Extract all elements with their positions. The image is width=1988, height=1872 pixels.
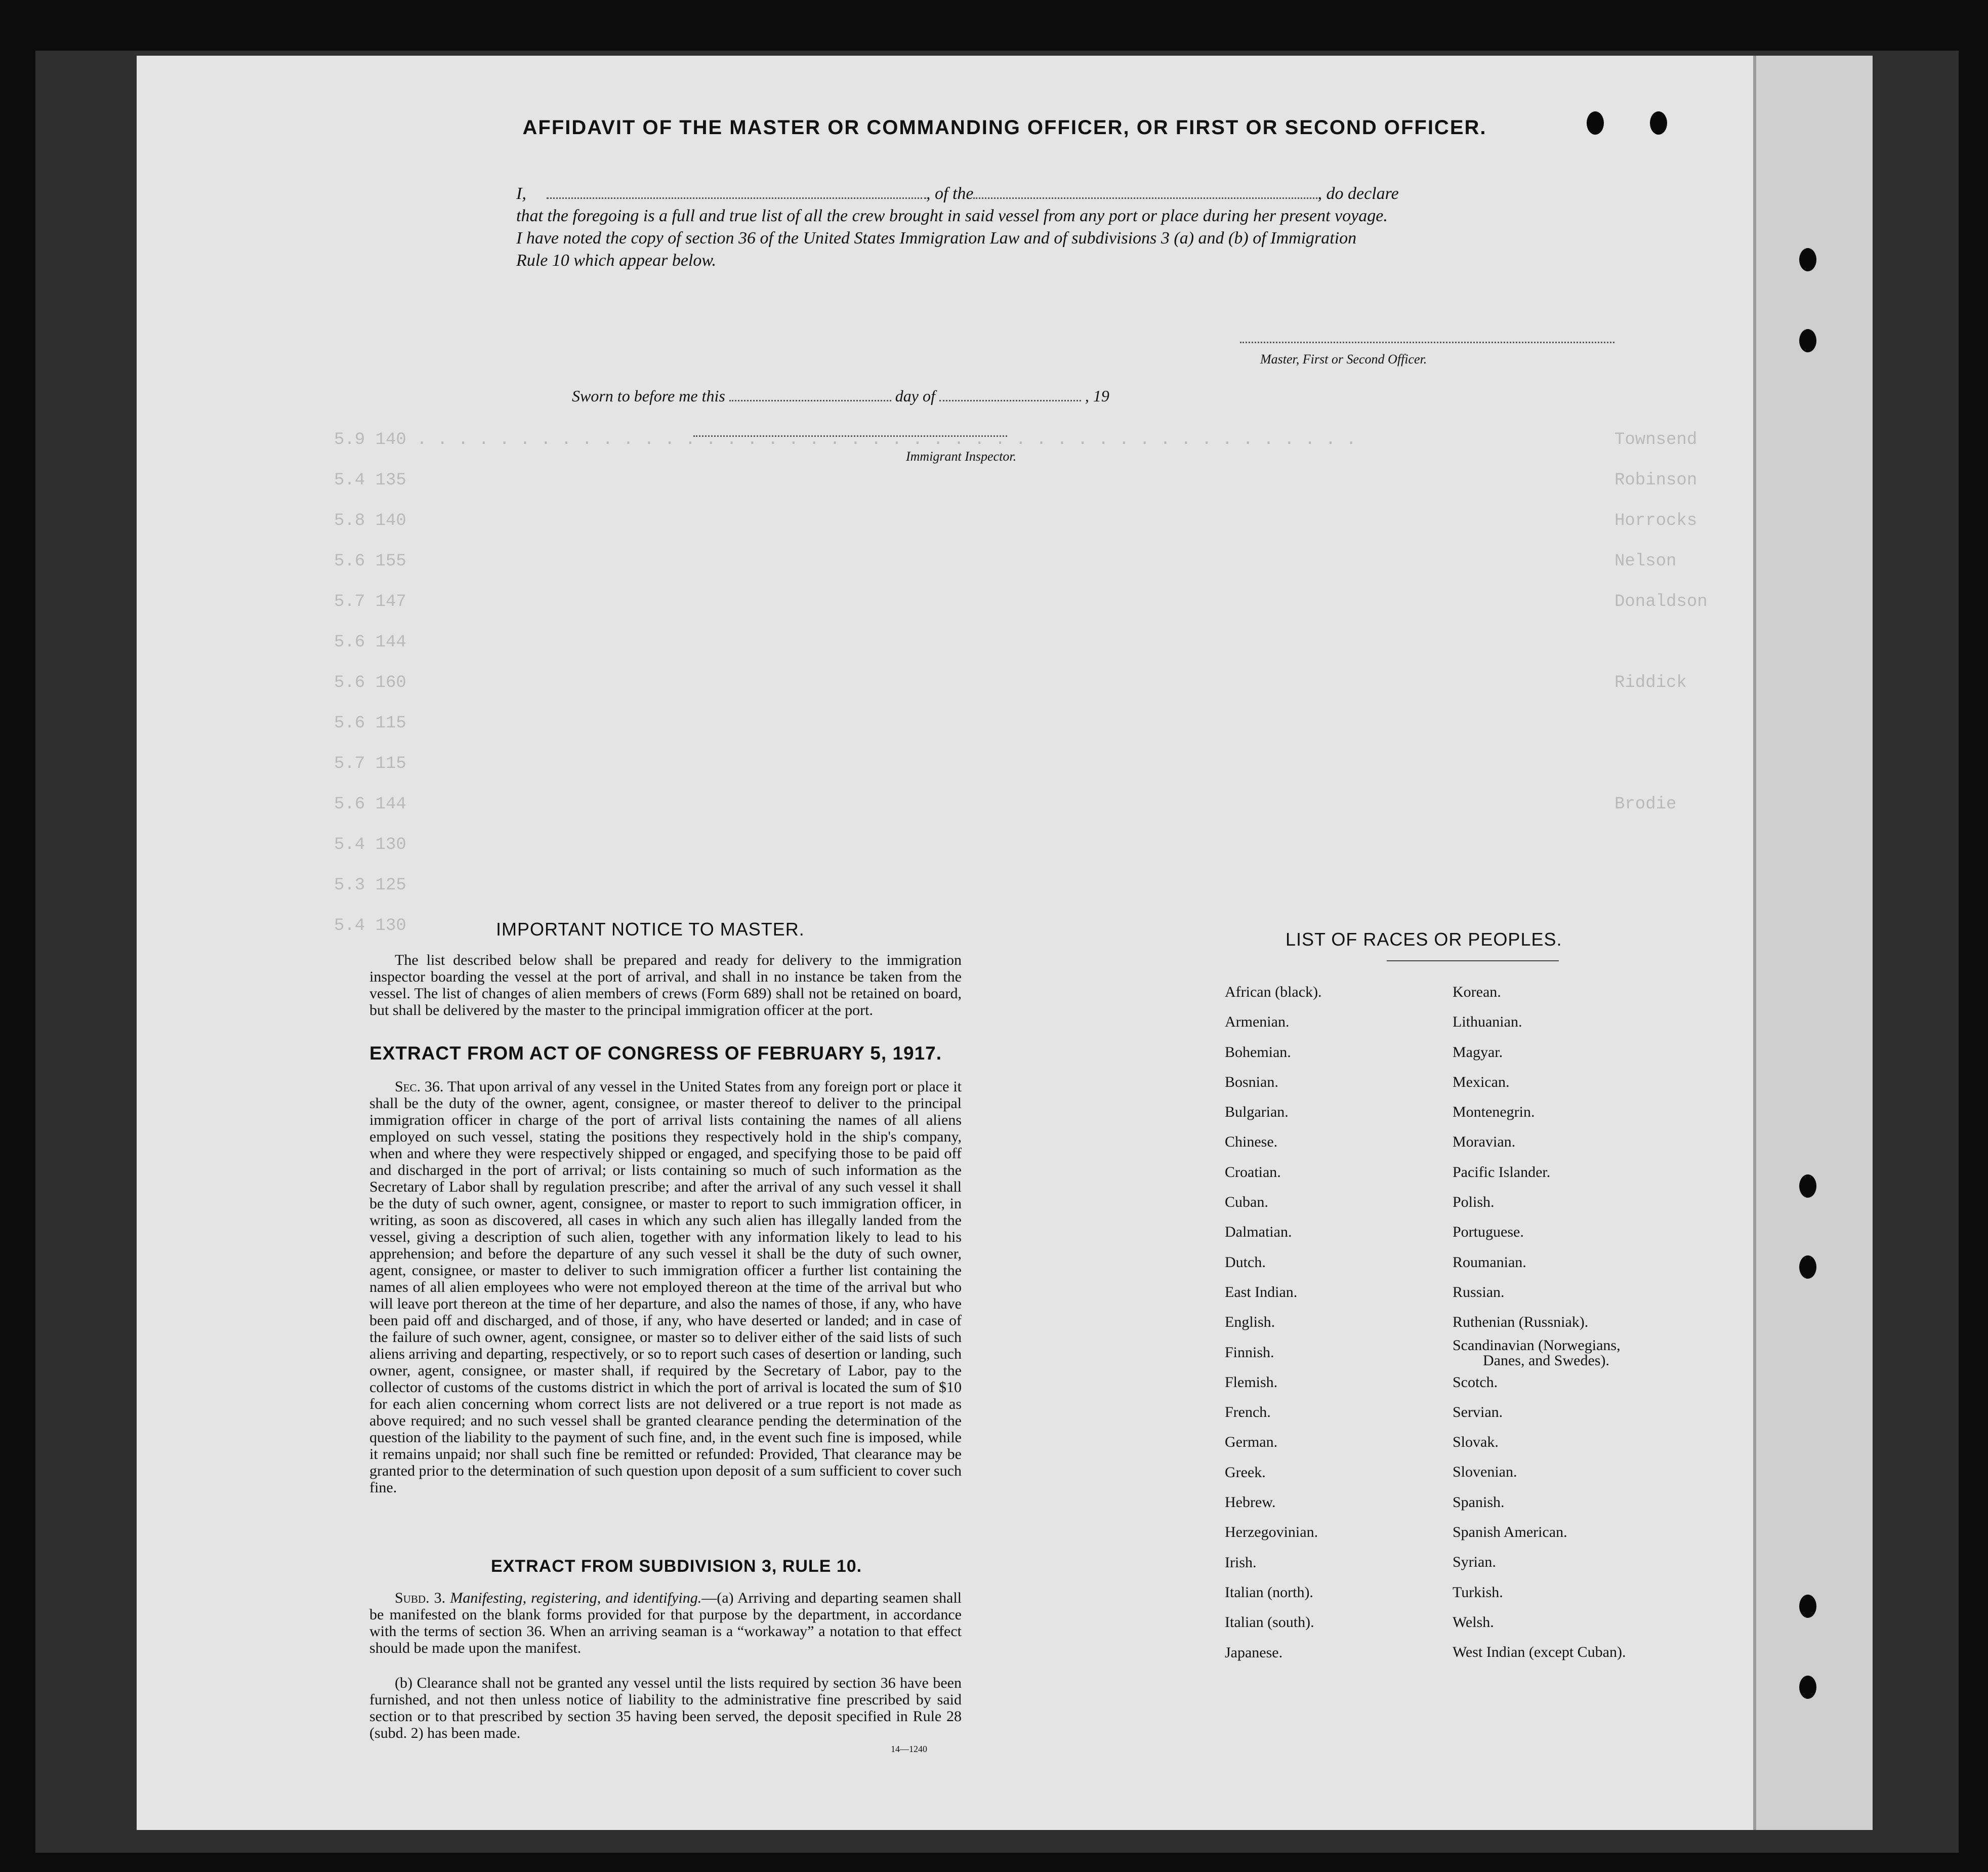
- master-name-field[interactable]: [547, 182, 926, 199]
- rule-heading: EXTRACT FROM SUBDIVISION 3, RULE 10.: [491, 1557, 862, 1576]
- inspector-signature-line[interactable]: [693, 435, 1007, 437]
- race-item: Polish.: [1453, 1194, 1495, 1211]
- race-item: Scotch.: [1453, 1373, 1498, 1391]
- race-item: English.: [1225, 1314, 1275, 1331]
- races-heading: LIST OF RACES OR PEOPLES.: [1286, 929, 1562, 950]
- punch-hole: [1799, 248, 1816, 271]
- race-item: Bulgarian.: [1225, 1104, 1289, 1121]
- race-item: Italian (south).: [1225, 1614, 1314, 1631]
- declaration-of-the: , of the: [926, 184, 974, 203]
- race-item: East Indian.: [1225, 1283, 1298, 1300]
- sworn-day-field[interactable]: [729, 385, 891, 401]
- race-item: West Indian (except Cuban).: [1453, 1644, 1626, 1661]
- declaration-i: I,: [516, 184, 526, 203]
- inspector-label: Immigrant Inspector.: [906, 449, 1017, 464]
- race-item: Japanese.: [1225, 1644, 1283, 1661]
- race-item: Welsh.: [1453, 1613, 1494, 1631]
- race-item: Finnish.: [1225, 1344, 1274, 1361]
- race-item: Chinese.: [1225, 1133, 1278, 1151]
- race-item: Hebrew.: [1225, 1494, 1276, 1511]
- race-item: Armenian.: [1225, 1013, 1290, 1031]
- punch-hole: [1799, 1255, 1816, 1279]
- race-item: Magyar.: [1453, 1043, 1503, 1061]
- race-item: Ruthenian (Russniak).: [1453, 1314, 1589, 1331]
- races-left-column: [1225, 977, 1322, 1667]
- race-item: Korean.: [1453, 984, 1501, 1000]
- vessel-name-field[interactable]: [973, 182, 1317, 199]
- race-item: Slovak.: [1453, 1434, 1499, 1451]
- race-item: Dutch.: [1225, 1253, 1266, 1271]
- race-item: Spanish.: [1453, 1493, 1505, 1511]
- punch-hole: [1799, 329, 1816, 352]
- rule-subd-label: Subd. 3.: [395, 1590, 446, 1606]
- race-item: Bosnian.: [1225, 1073, 1278, 1090]
- race-item: Flemish.: [1225, 1373, 1278, 1391]
- declaration-line: Rule 10 which appear below.: [516, 251, 717, 270]
- declaration-do-declare: , do declare: [1317, 184, 1399, 203]
- race-item: Scandinavian (Norwegians,: [1453, 1336, 1621, 1354]
- race-item: Irish.: [1225, 1554, 1257, 1571]
- master-signature-line[interactable]: [1240, 342, 1614, 343]
- races-heading-rule: [1387, 960, 1559, 961]
- year-text: , 19: [1085, 387, 1109, 405]
- race-item: Syrian.: [1453, 1554, 1496, 1571]
- races-right-column: [1453, 977, 1626, 1667]
- race-item: Pacific Islander.: [1453, 1163, 1551, 1181]
- race-item: Dalmatian.: [1225, 1224, 1292, 1241]
- race-item: Cuban.: [1225, 1194, 1268, 1211]
- punch-hole: [1799, 1595, 1816, 1618]
- race-item: Spanish American.: [1453, 1524, 1567, 1541]
- race-item: Montenegrin.: [1453, 1104, 1535, 1121]
- form-number: 14—1240: [891, 1744, 927, 1754]
- document-page: 5.9 140 . . . . . . . . . . . . . . . . . . . . . . . . . . . . . . . . . . . . . . . . . . . . . . 5.4 135 5.8 140 5.6 155 5.7 147 5.6 144 5.6 160 5.6 115 5.7 115 5.6 144 5.4 130 5.3 125 5.4 130 Townsend Robinson Horrocks Nelson Donaldson Riddick Brodie AFFIDAVIT OF THE MASTER OR COMMANDING OFFICER, OR FIRST OR SECOND OFFICER. I, , of the , do declare that the foregoing is a full and true list of all the crew brought in said vessel from any port or place during her present voyage. I have noted the copy of section 36 of the United States Immigration Law and of subdivisions 3 (a) and (b) of Immigration Rule 10 which appear below. Master, First or Second Officer. Sworn to before me this day of , 19 Immigrant Inspector. IMPORTANT NOTICE TO MASTER. The list described below shall be prepared and ready for delivery to the immigration inspector boarding the vessel at the port of arrival, and shall in no instance be taken from the vessel. The list of changes of alien members of crews (Form 689) shall not be retained on board, but shall be delivered by the master to the principal immigration officer at the port. EXTRACT FROM ACT OF CONGRESS OF FEBRUARY 5, 1917. Sec. 36. That upon arrival of any vessel in the United States from any foreign port or place it shall be the duty of the owner, agent, consignee, or master thereof to deliver to the principal immigration officer in charge of the port of arrival lists containing the names of all aliens employed on such vessel, stating the positions they respectively hold in the ship's company, when and where they were respectively shipped or engaged, and specifying those to be paid off and discharged in the port of arrival; or lists containing so much of such information as the Secretary of Labor shall by regulation prescribe; and after the arrival of any such vessel it shall be the duty of such owner, agent, consignee, or master to report to such immigration officer, in writing, as soon as discovered, all cases in which any such alien has illegally landed from the vessel, giving a description of such alien, together with any information likely to lead to his apprehension; and before the departure of any such vessel it shall be the duty of such owner, agent, consignee, or master to deliver to such immigration officer a further list containing the names of all alien employees who were not employed thereon at the time of the arrival but who will leave port thereon at the time of her departure, and also the names of those, if any, who have been paid off and discharged, and of those, if any, who have deserted or landed; and in case of the failure of such owner, agent, consignee, or master so to deliver either of the said lists of such aliens arriving and departing, respectively, or so to report such cases of desertion or landing, such owner, agent, consignee, or master shall, if required by the Secretary of Labor, pay to the collector of customs of the customs district in which the port of arrival is located the sum of $10 for each alien concerning whom correct lists are not delivered or a true report is not made as above required; and no such vessel shall be granted clearance pending the determination of the question of the liability to the payment of such fine, and, in the event such fine is imposed, while it remains unpaid; nor shall such fine be remitted or refunded: Provided, That clearance may be granted prior to the determination of such question upon deposit of a sum sufficient to cover such fine. EXTRACT FROM SUBDIVISION 3, RULE 10. Subd. 3. Manifesting, registering, and identifying.—(a) Arriving and departing seamen shall be manifested on the blank forms provided for that purpose by the department, in accordance with the terms of section 36. When an arriving seaman is a “workaway” a notation to that effect should be made upon the manifest. (b) Clearance shall not be granted any vessel until the lists required by section 36 have been furnished, and not then unless notice of liability to the administrative fine prescribed by said section or to that prescribed by section 35 having been served, the deposit specified in Rule 28 (subd. 2) has been made. 14—1240 LIST OF RACES OR PEOPLES. African (black). Armenian. Bohemian. Bosnian. Bulgarian. Chinese. Croatian. Cuban. Dalmatian. Dutch. East Indian. English. Finnish. Flemish. French. German. Greek. Hebrew. Herzegovinian. Irish. Italian (north). Italian (south). Japanese. Korean. Lithuanian. Magyar. Mexican. Montenegrin. Moravian. Pacific Islander. Polish. Portuguese. Roumanian. Russian. Ruthenian (Russniak). Scandinavian (Norwegians, Danes, and Swedes). Scotch. Servian. Slovak. Slovenian. Spanish. Spanish American. Syrian. Turkish. Welsh. West Indian (except Cuban).: [137, 56, 1873, 1830]
- declaration-line: that the foregoing is a full and true list of all the crew brought in said vessel from any port or place during her present voyage.: [516, 207, 1388, 225]
- race-item: Turkish.: [1453, 1583, 1503, 1601]
- punch-hole: [1799, 1174, 1816, 1198]
- act-section-label: Sec. 36.: [395, 1078, 444, 1095]
- race-item: Croatian.: [1225, 1163, 1281, 1181]
- declaration-line: I have noted the copy of section 36 of the United States Immigration Law and of subdivisions 3 (a) and (b) of Immigration: [516, 229, 1357, 248]
- sworn-text: Sworn to before me this: [572, 387, 725, 405]
- race-item: Danes, and Swedes).: [1483, 1352, 1609, 1369]
- notice-heading: IMPORTANT NOTICE TO MASTER.: [496, 919, 805, 940]
- notice-text: The list described below shall be prepared and ready for delivery to the immigration inspector boarding the vessel at the port of arrival, and shall in no instance be taken from the vessel. The list of changes of alien members of crews (Form 689) shall not be retained on board, but shall be delivered by the master to the principal immigration officer at the port.: [369, 952, 962, 1019]
- race-item: Russian.: [1453, 1283, 1505, 1300]
- day-of-text: day of: [895, 387, 935, 405]
- rule-para-b: (b) Clearance shall not be granted any vessel until the lists required by section 36 have been furnished, and not then unless notice of liability to the administrative fine prescribed by said section or to that prescribed by section 35 having been served, the deposit specified in Rule 28 (subd. 2) has been made.: [369, 1675, 962, 1741]
- rule-para-a-text: —(a) Arriving and departing seamen shall be manifested on the blank forms provided for that purpose by the department, in accordance with the terms of section 36. When an arriving seaman is a “workaway” a notation to that effect should be made upon the manifest.: [369, 1590, 962, 1656]
- affidavit-title: AFFIDAVIT OF THE MASTER OR COMMANDING OFFICER, OR FIRST OR SECOND OFFICER.: [522, 116, 1487, 139]
- punch-hole: [1799, 1676, 1816, 1699]
- master-signature-label: Master, First or Second Officer.: [1260, 352, 1427, 367]
- race-item: Portuguese.: [1453, 1224, 1524, 1241]
- page-edge: [1753, 56, 1873, 1830]
- affidavit-declaration: [516, 182, 1630, 272]
- act-text: [369, 1078, 962, 1496]
- race-item: Italian (north).: [1225, 1583, 1313, 1601]
- race-item: Greek.: [1225, 1463, 1266, 1481]
- race-item: Moravian.: [1453, 1133, 1516, 1151]
- race-item: Herzegovinian.: [1225, 1524, 1318, 1541]
- race-item: Bohemian.: [1225, 1043, 1291, 1061]
- act-heading: EXTRACT FROM ACT OF CONGRESS OF FEBRUARY 5, 1917.: [369, 1043, 942, 1064]
- act-section-body: That upon arrival of any vessel in the United States from any foreign port or place it shall be the duty of the owner, agent, consignee, or master thereof to deliver to the principal immigration officer in charge of the port of arrival lists containing the names of all aliens employed on such vessel, stating the positions they respectively hold in the ship's company, when and where they were respectively shipped or engaged, and specifying those to be paid off and discharged in the port of arrival; or lists containing so much of such information as the Secretary of Labor shall by regulation prescribe; and after the arrival of any such vessel it shall be the duty of such owner, agent, consignee, or master to report to such immigration officer, in writing, as soon as discovered, all cases in which any such alien has illegally landed from the vessel, giving a description of such alien, together with any information likely to lead to his apprehension; and before the departure of any such vessel it shall be the duty of such owner, agent, consignee, or master to deliver to such immigration officer a further list containing the names of all alien employees who were not employed thereon at the time of the arrival but who will leave port thereon at the time of her departure, and also the names of those, if any, who have been paid off and discharged, and of those, if any, who have deserted or landed; and in case of the failure of such owner, agent, consignee, or master so to deliver either of the said lists of such aliens arriving and departing, respectively, or so to report such cases of desertion or landing, such owner, agent, consignee, or master shall, if required by the Secretary of Labor, pay to the collector of customs of the customs district in which the port of arrival is located the sum of $10 for each alien concerning whom correct lists are not delivered or a true report is not made as above required; and no such vessel shall be granted clearance pending the determination of the question of the liability to the payment of such fine, and, in the event such fine is imposed, while it remains unpaid; nor shall such fine be remitted or refunded: Provided, That clearance may be granted prior to the determination of such question upon deposit of a sum sufficient to cover such fine.: [369, 1078, 962, 1496]
- race-item: African (black).: [1225, 984, 1322, 1000]
- race-item: Mexican.: [1453, 1073, 1510, 1090]
- race-item: Lithuanian.: [1453, 1013, 1522, 1031]
- sworn-month-field[interactable]: [939, 385, 1081, 401]
- race-item: Slovenian.: [1453, 1463, 1517, 1481]
- race-item: Roumanian.: [1453, 1253, 1526, 1271]
- race-item: Servian.: [1453, 1403, 1503, 1420]
- rule-para-a: [369, 1590, 962, 1656]
- sworn-line: [572, 385, 1109, 405]
- race-item: French.: [1225, 1404, 1271, 1421]
- rule-subd-title: Manifesting, registering, and identifying.: [450, 1590, 702, 1606]
- race-item: German.: [1225, 1434, 1278, 1451]
